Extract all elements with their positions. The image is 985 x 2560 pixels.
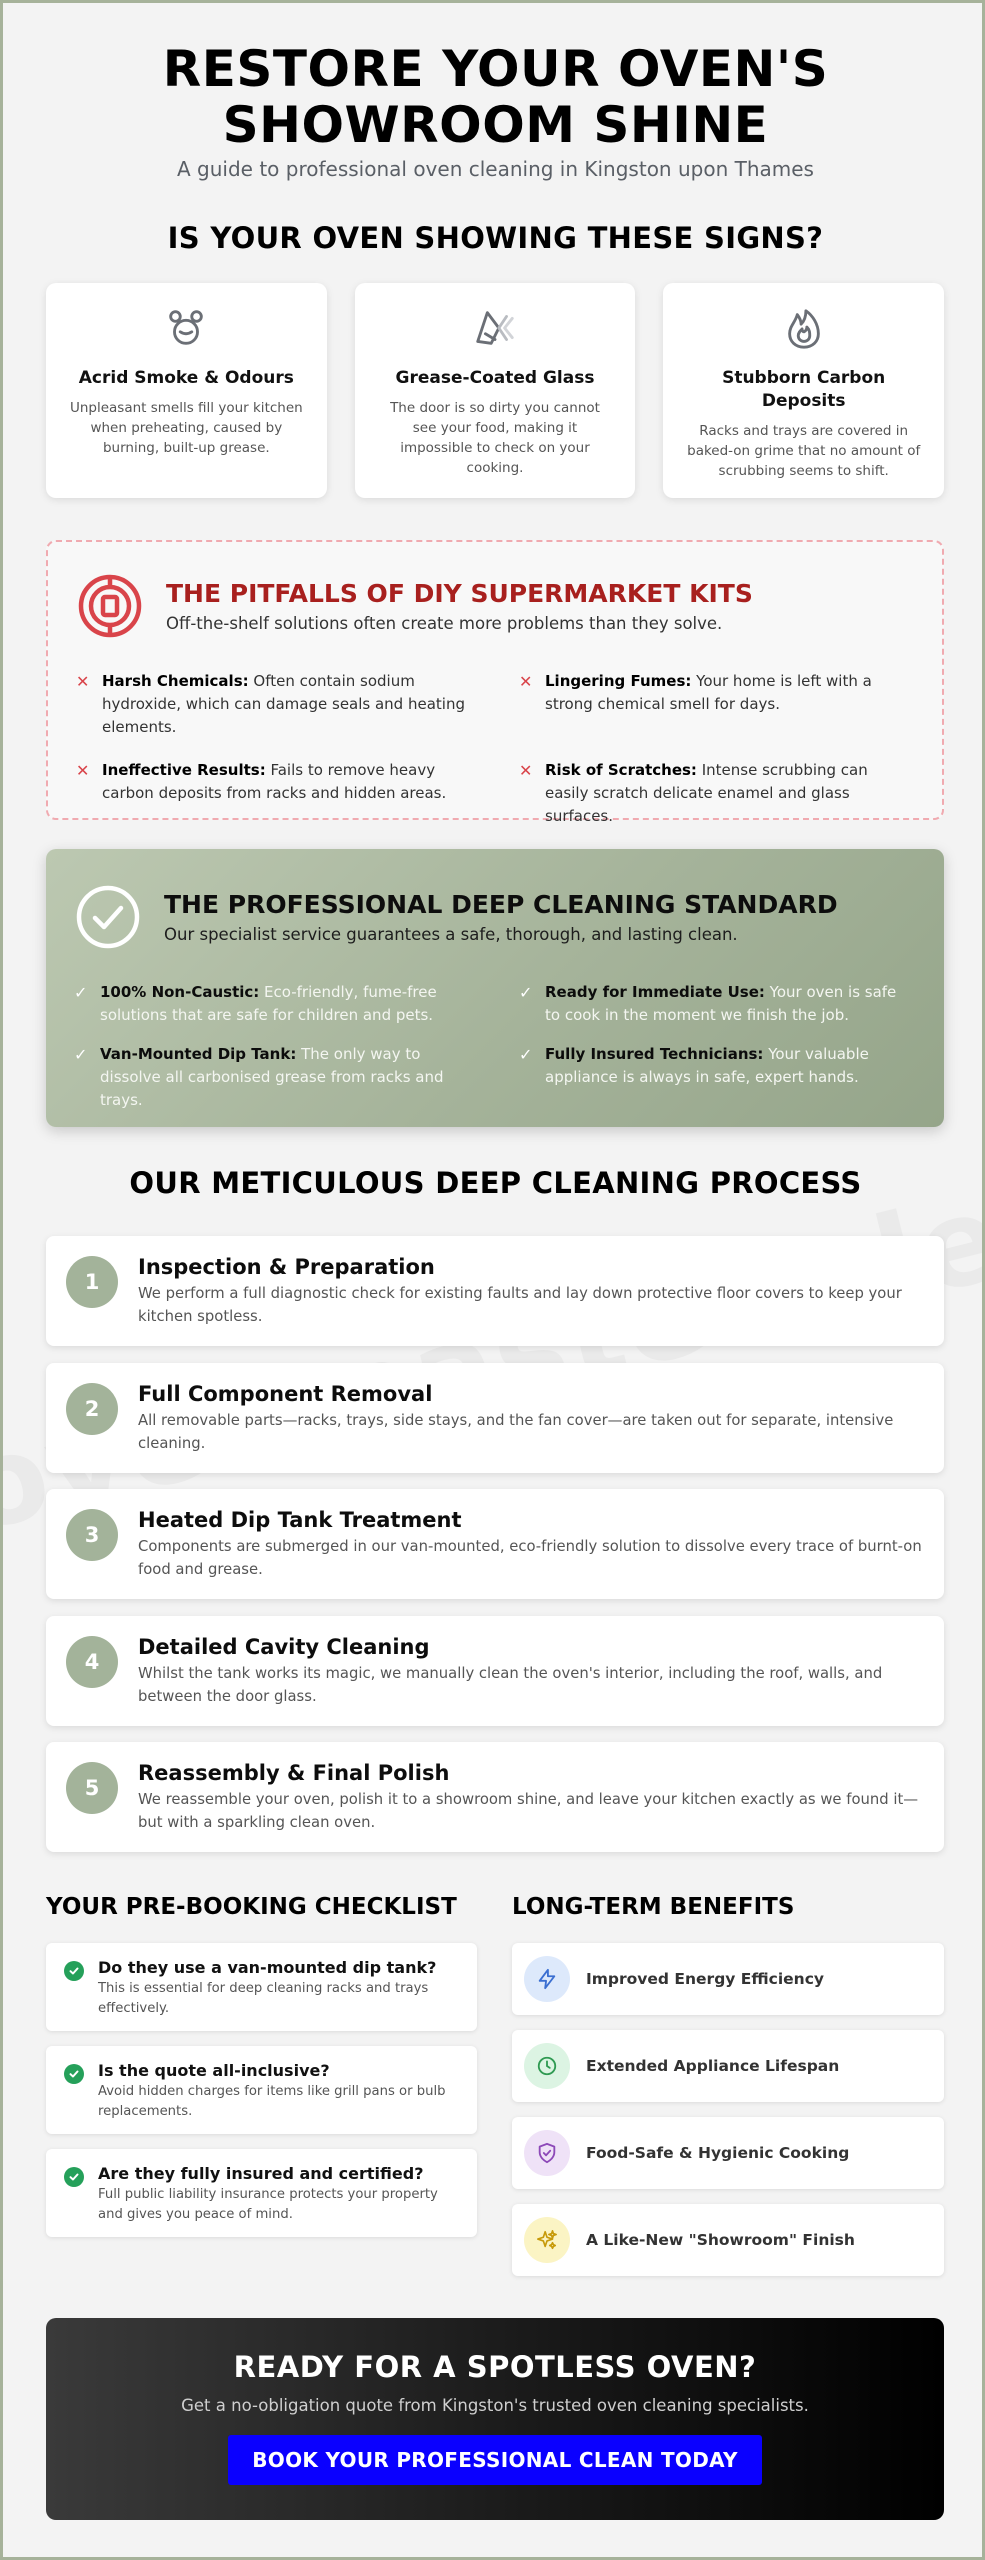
checklist-title: Do they use a van-mounted dip tank? <box>98 1958 437 1977</box>
checklist-desc: This is essential for deep cleaning racks and trays effectively. <box>98 1981 429 2016</box>
checklist-heading: YOUR PRE-BOOKING CHECKLIST <box>46 1894 457 1920</box>
step-desc: All removable parts—racks, trays, side stays, and the fan cover—are taken out for separate, intensive cleaning. <box>138 1412 894 1452</box>
sign-card <box>663 283 944 498</box>
step-number: 1 <box>66 1256 118 1308</box>
benefit-label: Extended Appliance Lifespan <box>586 2057 840 2075</box>
checklist-desc: Full public liability insurance protects your property and gives you peace of mind. <box>98 2187 438 2222</box>
professional-list <box>74 981 916 1112</box>
standard-item: ✓ 100% Non-Caustic: Eco-friendly, fume-free solutions that are safe for children and pets. <box>74 981 471 1027</box>
step-desc: Whilst the tank works its magic, we manually clean the oven's interior, including the roof, walls, and between the door glass. <box>138 1665 883 1705</box>
benefit-item <box>512 2204 944 2276</box>
check-icon: ✓ <box>74 1045 88 1064</box>
process-step <box>46 1742 944 1852</box>
benefits-heading: LONG-TERM BENEFITS <box>512 1894 795 1920</box>
process-step <box>46 1489 944 1599</box>
book-clean-button[interactable]: BOOK YOUR PROFESSIONAL CLEAN TODAY <box>228 2435 762 2485</box>
pitfall-item: ✕ Risk of Scratches: Intense scrubbing can easily scratch delicate enamel and glass surfaces. <box>519 759 914 828</box>
sign-title: Stubborn Carbon Deposits <box>722 368 886 411</box>
x-icon: ✕ <box>519 761 533 780</box>
warning-target-icon <box>76 572 144 640</box>
step-number: 5 <box>66 1762 118 1814</box>
professional-header <box>74 883 916 951</box>
benefit-item <box>512 1943 944 2015</box>
checklist-item <box>46 2149 477 2237</box>
hero-subtitle: A guide to professional oven cleaning in Kingston upon Thames <box>177 157 814 181</box>
sign-title: Acrid Smoke & Odours <box>78 368 294 388</box>
standard-item: ✓ Fully Insured Technicians: Your valuable appliance is always in safe, expert hands. <box>519 1043 916 1112</box>
sign-card <box>46 283 327 498</box>
checklist-item <box>46 2046 477 2134</box>
sign-desc: Unpleasant smells fill your kitchen when preheating, caused by burning, built-up grease. <box>69 400 303 456</box>
cta-title: READY FOR A SPOTLESS OVEN? <box>233 2350 757 2384</box>
benefit-label: Food-Safe & Hygienic Cooking <box>586 2144 850 2162</box>
pitfall-item: ✕ Ineffective Results: Fails to remove heavy carbon deposits from racks and hidden areas. <box>76 759 471 828</box>
checklist-title: Are they fully insured and certified? <box>98 2164 424 2183</box>
sign-title: Grease-Coated Glass <box>395 368 595 388</box>
check-badge-icon <box>64 1961 84 1981</box>
process-step <box>46 1236 944 1346</box>
step-title: Detailed Cavity Cleaning <box>138 1635 430 1659</box>
professional-box <box>46 849 944 1127</box>
process-heading: OUR METICULOUS DEEP CLEANING PROCESS <box>129 1166 862 1200</box>
sparkles-icon <box>524 2217 570 2263</box>
step-number: 4 <box>66 1636 118 1688</box>
checklist-desc: Avoid hidden charges for items like grill pans or bulb replacements. <box>98 2084 446 2119</box>
sign-desc: Racks and trays are covered in baked-on grime that no amount of scrubbing seems to shift. <box>687 423 921 479</box>
pitfalls-header <box>76 572 914 640</box>
step-title: Full Component Removal <box>138 1382 433 1406</box>
step-number: 3 <box>66 1509 118 1561</box>
check-icon: ✓ <box>519 1045 533 1064</box>
x-icon: ✕ <box>76 761 90 780</box>
benefit-item <box>512 2030 944 2102</box>
step-desc: We reassemble your oven, polish it to a showroom shine, and leave your kitchen exactly as we found it—but with a sparkling clean oven. <box>138 1791 919 1831</box>
benefit-label: A Like-New "Showroom" Finish <box>586 2231 855 2249</box>
cta-banner <box>46 2318 944 2520</box>
pitfalls-subtitle: Off-the-shelf solutions often create more problems than they solve. <box>166 614 723 633</box>
sign-desc: The door is so dirty you cannot see your food, making it impossible to check on your cooking. <box>390 400 600 476</box>
pitfall-item: ✕ Harsh Chemicals: Often contain sodium hydroxide, which can damage seals and heating elements. <box>76 670 471 739</box>
step-desc: We perform a full diagnostic check for existing faults and lay down protective floor covers to keep your kitchen spotless. <box>138 1285 902 1325</box>
check-badge-icon <box>64 2064 84 2084</box>
pitfalls-list <box>76 670 914 828</box>
smoke-icon <box>163 305 209 351</box>
step-title: Heated Dip Tank Treatment <box>138 1508 462 1532</box>
pitfalls-title: THE PITFALLS OF DIY SUPERMARKET KITS <box>166 579 753 608</box>
check-circle-icon <box>74 883 142 951</box>
check-icon: ✓ <box>519 983 533 1002</box>
clock-icon <box>524 2043 570 2089</box>
checklist-item <box>46 1943 477 2031</box>
professional-subtitle: Our specialist service guarantees a safe, thorough, and lasting clean. <box>164 925 738 944</box>
benefit-label: Improved Energy Efficiency <box>586 1970 825 1988</box>
sign-card <box>355 283 636 498</box>
signs-heading: IS YOUR OVEN SHOWING THESE SIGNS? <box>167 221 824 255</box>
benefit-item <box>512 2117 944 2189</box>
x-icon: ✕ <box>519 672 533 691</box>
check-badge-icon <box>64 2167 84 2187</box>
x-icon: ✕ <box>76 672 90 691</box>
standard-item: ✓ Van-Mounted Dip Tank: The only way to dissolve all carbonised grease from racks and trays. <box>74 1043 471 1112</box>
hero-title-line2: SHOWROOM SHINE <box>222 96 769 154</box>
hero-title <box>3 41 985 153</box>
standard-item: ✓ Ready for Immediate Use: Your oven is safe to cook in the moment we finish the job. <box>519 981 916 1027</box>
shield-check-icon <box>524 2130 570 2176</box>
step-title: Reassembly & Final Polish <box>138 1761 450 1785</box>
professional-title: THE PROFESSIONAL DEEP CLEANING STANDARD <box>164 890 838 919</box>
grease-glass-icon <box>472 305 518 351</box>
process-step <box>46 1616 944 1726</box>
check-icon: ✓ <box>74 983 88 1002</box>
lightning-icon <box>524 1956 570 2002</box>
checklist-title: Is the quote all-inclusive? <box>98 2061 330 2080</box>
process-step <box>46 1363 944 1473</box>
hero-title-line1: RESTORE YOUR OVEN'S <box>162 40 829 98</box>
pitfalls-box <box>46 540 944 825</box>
cta-subtitle: Get a no-obligation quote from Kingston's trusted oven cleaning specialists. <box>181 2396 809 2415</box>
step-number: 2 <box>66 1383 118 1435</box>
flame-icon <box>781 305 827 351</box>
step-title: Inspection & Preparation <box>138 1255 435 1279</box>
step-desc: Components are submerged in our van-mounted, eco-friendly solution to dissolve every trace of burnt-on food and grease. <box>138 1538 922 1578</box>
pitfall-item: ✕ Lingering Fumes: Your home is left with a strong chemical smell for days. <box>519 670 914 739</box>
signs-cards <box>46 283 944 498</box>
